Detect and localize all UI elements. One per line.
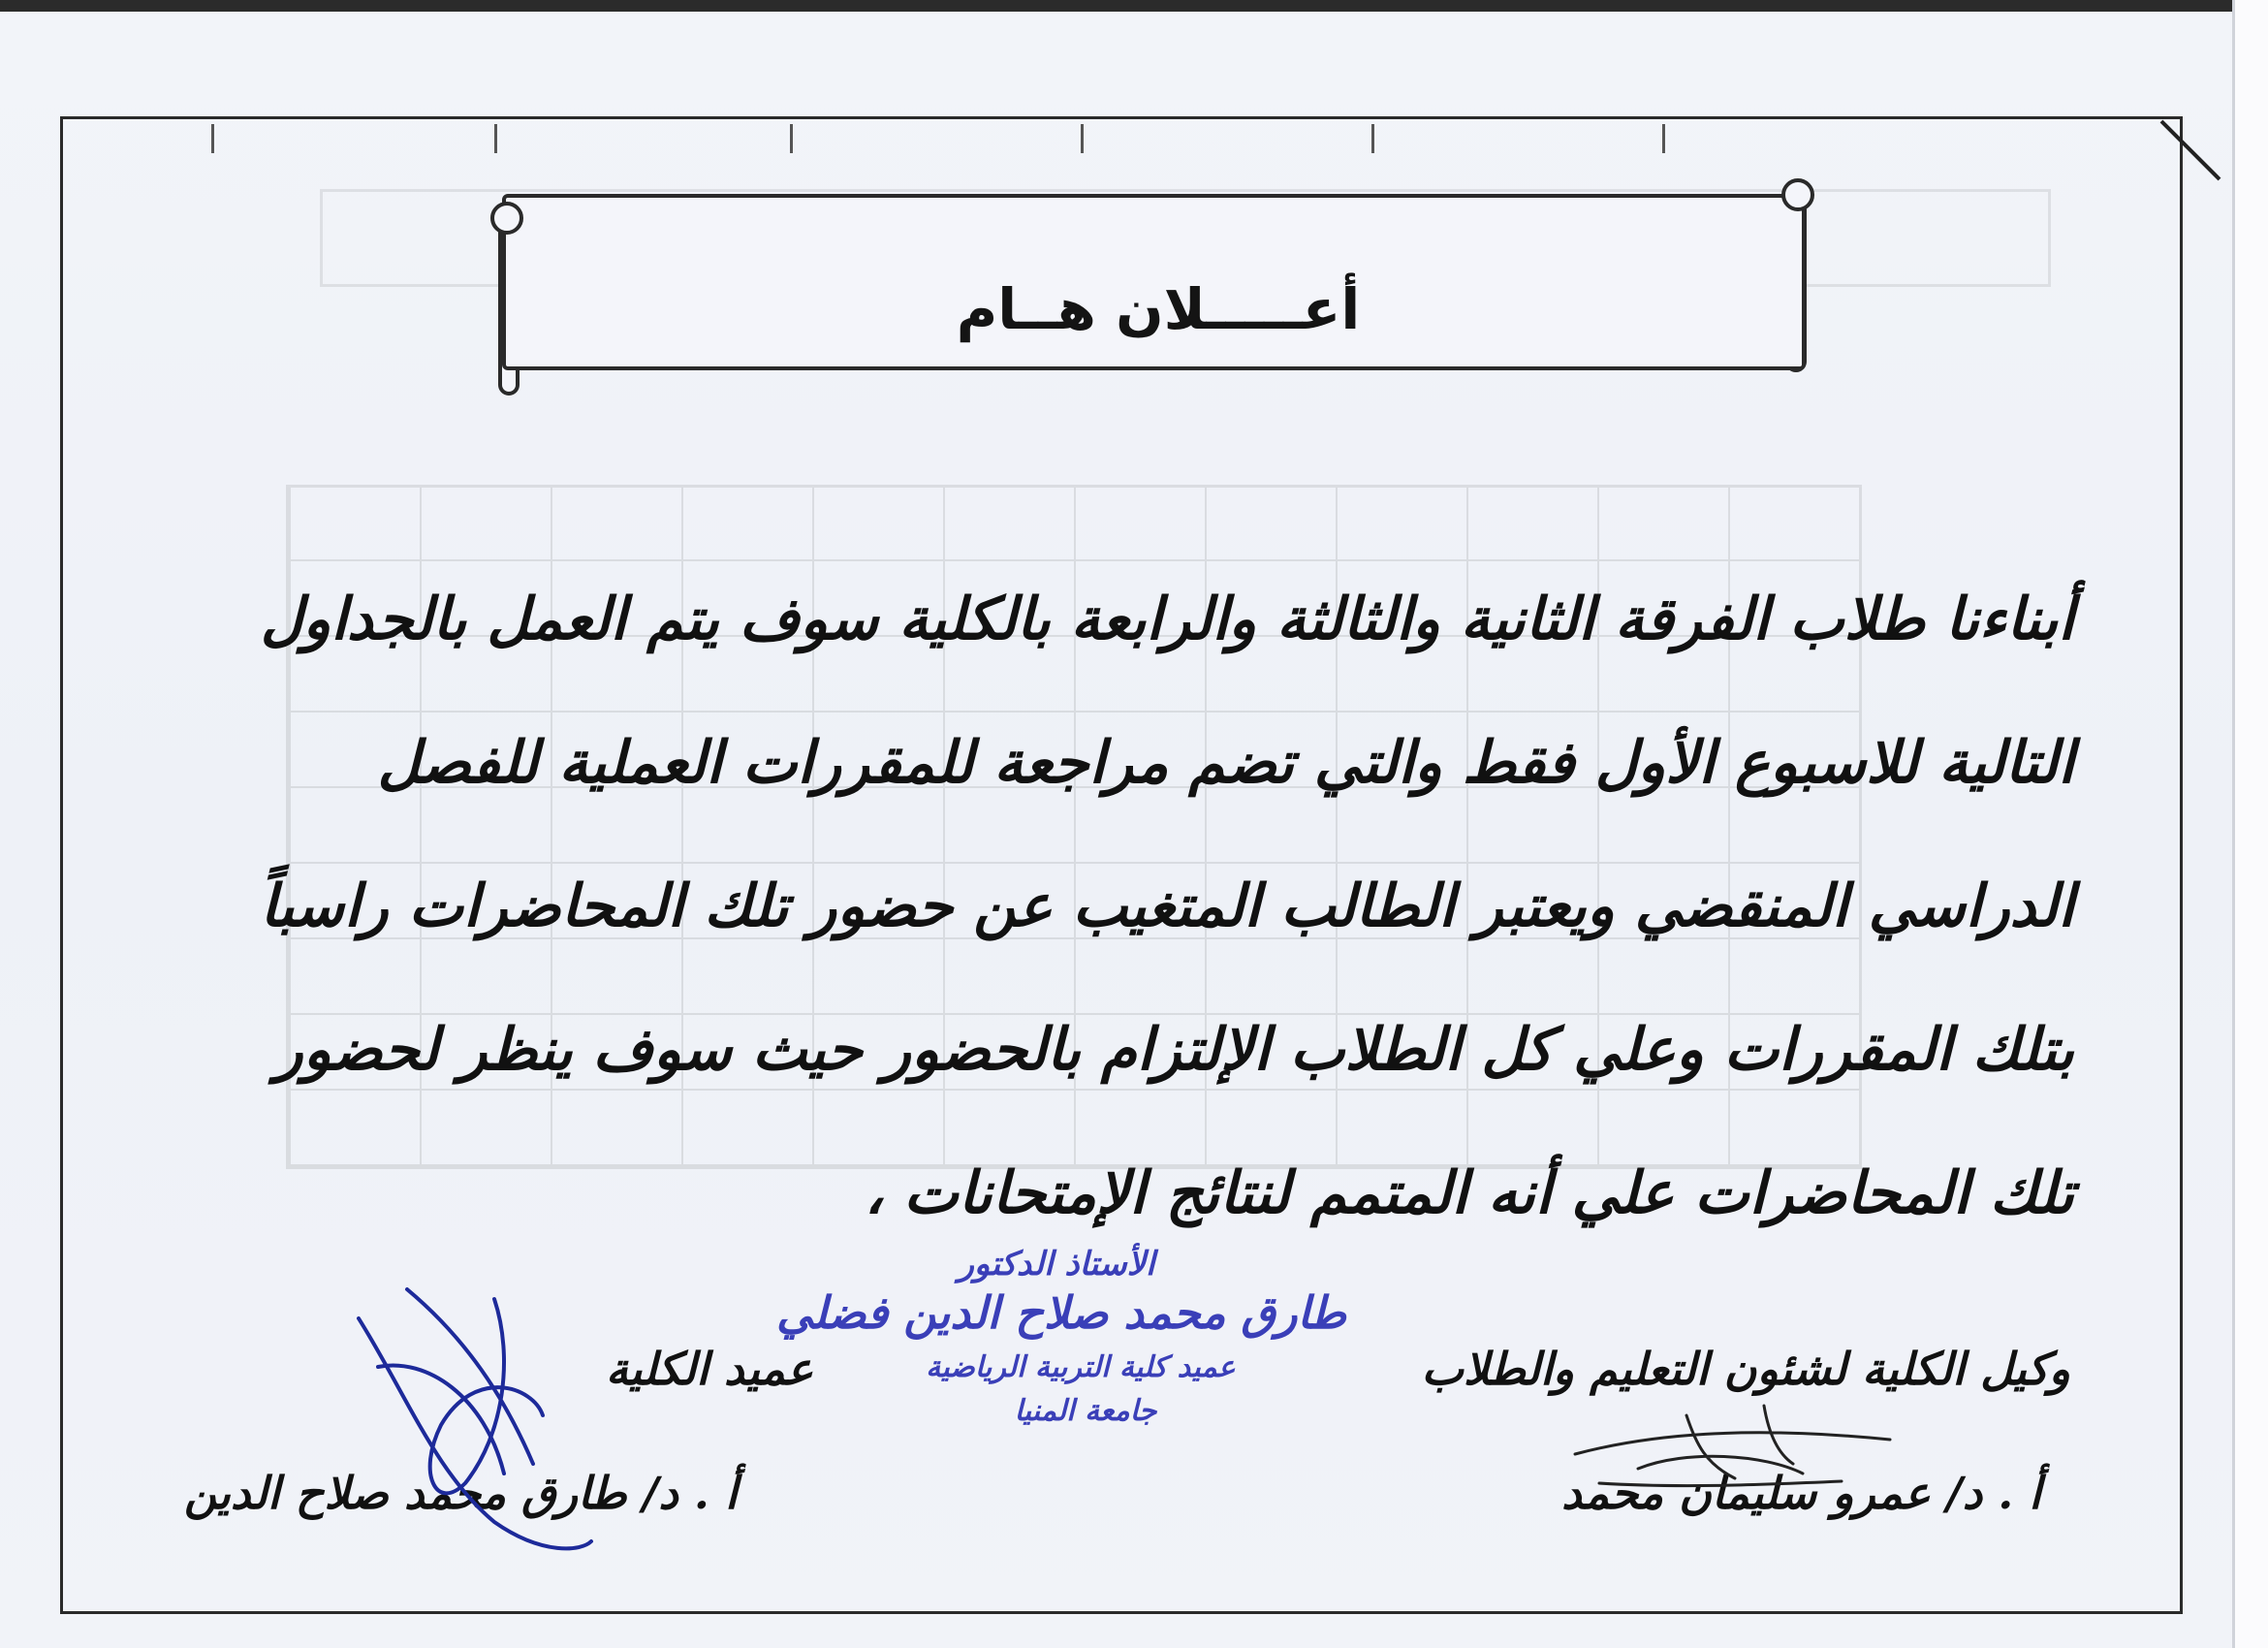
pen-mark — [2157, 116, 2224, 184]
body-line: التالية للاسبوع الأول فقط والتي تضم مراجعة للمقررات العملية للفصل — [377, 729, 2074, 797]
vice-dean-signature — [1570, 1396, 1900, 1503]
vice-dean-name: أ . د/ عمرو سليمان محمد — [1561, 1467, 2041, 1519]
stamp-line: الأستاذ الدكتور — [958, 1245, 1155, 1284]
dean-signature — [349, 1280, 601, 1561]
body-line: الدراسي المنقضي ويعتبر الطالب المتغيب عن حضور تلك المحاضرات راسباً — [260, 872, 2074, 940]
stamp-line: عميد كلية التربية الرياضية — [926, 1350, 1236, 1384]
stamp-line: جامعة المنيا — [1014, 1394, 1157, 1428]
vice-dean-title: وكيل الكلية لشئون التعليم والطلاب — [1421, 1343, 2070, 1395]
body-line: أبناءنا طلاب الفرقة الثانية والثالثة والرابعة بالكلية سوف يتم العمل بالجداول — [260, 586, 2074, 653]
stamp-line: طارق محمد صلاح الدين فضلي — [775, 1286, 1347, 1339]
official-stamp — [775, 1236, 1347, 1440]
dean-name: أ . د/ طارق محمد صلاح الدين — [184, 1467, 738, 1519]
paper-edge — [2232, 0, 2268, 1648]
announcement-body — [174, 548, 2074, 1265]
scroll-curl-right — [1781, 178, 1814, 211]
body-line: تلك المحاضرات علي أنه المتمم لنتائج الإمتحانات ، — [865, 1159, 2074, 1227]
dean-title: عميد الكلية — [606, 1343, 814, 1395]
scan-top-border — [0, 0, 2268, 12]
announcement-title: أعـــــلان هــام — [956, 276, 1361, 342]
body-line: بتلك المقررات وعلي كل الطلاب الإلتزام بالحضور حيث سوف ينظر لحضور — [274, 1016, 2074, 1084]
scroll-curl-left — [490, 202, 523, 235]
